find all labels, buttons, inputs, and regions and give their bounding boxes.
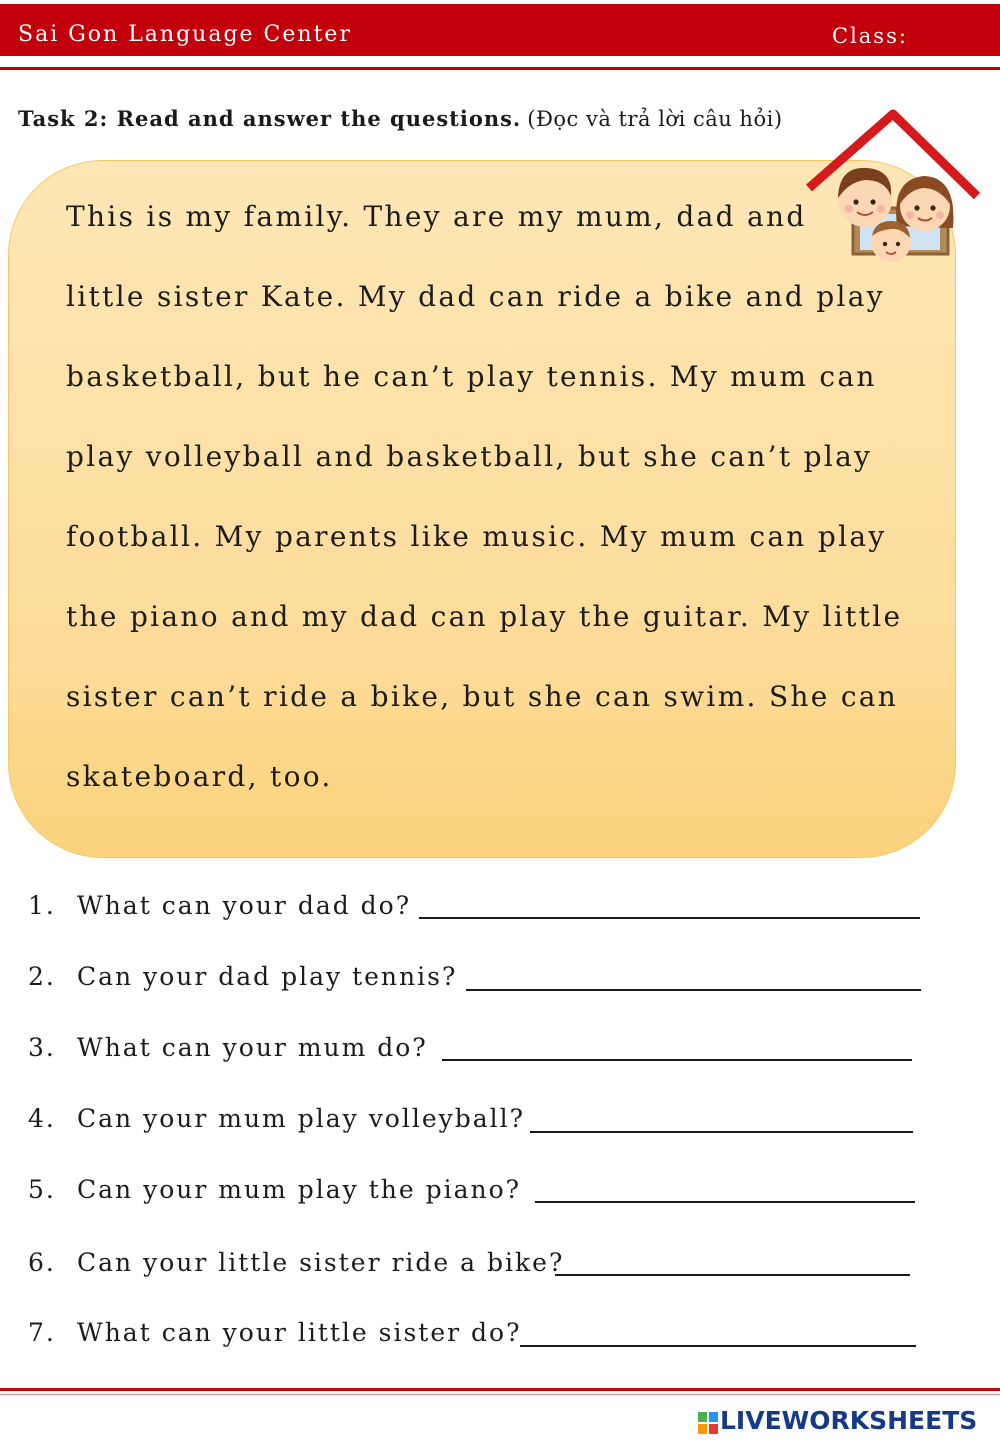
question-7 [28, 1318, 522, 1347]
answer-line-1[interactable] [419, 917, 920, 919]
question-text: Can your mum play the piano? [77, 1175, 522, 1204]
question-text: What can your little sister do? [77, 1318, 522, 1347]
answer-line-6[interactable] [555, 1274, 910, 1276]
reading-line: basketball, but he can’t play tennis. My mum can [66, 360, 877, 393]
reading-line: little sister Kate. My dad can ride a bike and play [66, 280, 885, 313]
question-number: 2. [28, 962, 56, 991]
liveworksheets-logo-icon [698, 1412, 718, 1434]
footer-divider [0, 1388, 1000, 1391]
question-text: Can your mum play volleyball? [77, 1104, 526, 1133]
reading-line: football. My parents like music. My mum can play [66, 520, 887, 553]
reading-line: skateboard, too. [66, 760, 333, 793]
reading-line: play volleyball and basketball, but she can’t play [66, 440, 873, 473]
question-number: 7. [28, 1318, 56, 1347]
liveworksheets-logo [698, 1406, 994, 1440]
reading-line: sister can’t ride a bike, but she can swim. She can [66, 680, 899, 713]
task-subtitle: (Đọc và trả lời câu hỏi) [527, 107, 783, 131]
question-2 [28, 962, 457, 991]
header-bar [0, 4, 1000, 56]
task-heading [18, 106, 783, 131]
reading-line: This is my family. They are my mum, dad and [66, 200, 807, 233]
reading-line: the piano and my dad can play the guitar. My little [66, 600, 903, 633]
class-label: Class: [832, 24, 908, 48]
question-number: 5. [28, 1175, 56, 1204]
question-4 [28, 1104, 525, 1133]
header-title: Sai Gon Language Center [18, 22, 352, 47]
question-6 [28, 1248, 564, 1277]
answer-line-4[interactable] [530, 1131, 913, 1133]
answer-line-5[interactable] [535, 1201, 915, 1203]
header-divider [0, 67, 1000, 70]
task-title: Task 2: Read and answer the questions. [18, 106, 522, 131]
question-text: Can your dad play tennis? [77, 962, 458, 991]
footer-divider-thin [0, 1394, 1000, 1395]
answer-line-7[interactable] [520, 1345, 916, 1347]
question-number: 6. [28, 1248, 56, 1277]
logo-text: LIVEWORKSHEETS [720, 1406, 978, 1435]
family-house-icon [805, 108, 980, 270]
question-3 [28, 1033, 428, 1062]
answer-line-2[interactable] [466, 989, 921, 991]
question-text: Can your little sister ride a bike? [77, 1248, 565, 1277]
question-5 [28, 1175, 521, 1204]
question-text: What can your dad do? [77, 891, 412, 920]
question-number: 3. [28, 1033, 56, 1062]
question-text: What can your mum do? [77, 1033, 428, 1062]
question-number: 4. [28, 1104, 56, 1133]
question-number: 1. [28, 891, 56, 920]
question-1 [28, 891, 411, 920]
answer-line-3[interactable] [442, 1059, 912, 1061]
